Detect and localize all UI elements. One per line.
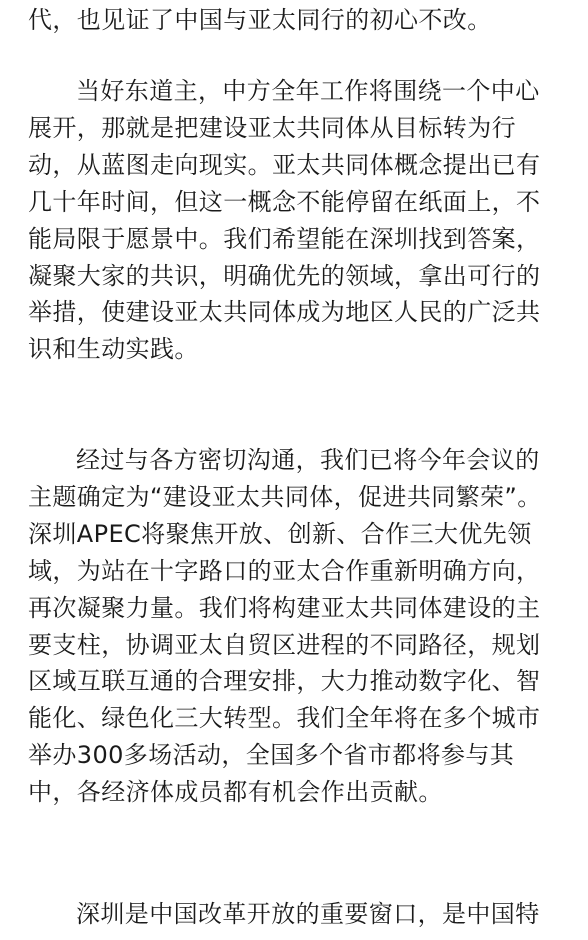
paragraph-host-role: 当好东道主，中方全年工作将围绕一个中心 展开，那就是把建设亚太共同体从目标转为行 动，从蓝图走向现实。亚太共同体概念提出已有 几十年时间，但这一概念不能停留在纸面上，不 能局限于愿景中。我们希望能在深圳找到答案， 凝聚大家的共识，明确优先的领域，拿出可行的 举措，使建设亚太共同体成为地区人民的广泛共 识和生动实践。	[28, 77, 541, 364]
paragraph-meeting-theme: 经过与各方密切沟通，我们已将今年会议的 主题确定为“建设亚太共同体，促进共同繁荣”。 深圳APEC将聚焦开放、创新、合作三大优先领 域，为站在十字路口的亚太合作重新明确方向， 再次凝聚力量。我们将构建亚太共同体建设的主 要支柱，协调亚太自贸区进程的不同路径，规划 区域互联互通的合理安排，大力推动数字化、智 能化、绿色化三大转型。我们全年将在多个城市 举办300多场活动，全国多个省市都将参与其 中，各经济体成员都有机会作出贡献。	[28, 446, 542, 807]
paragraph-shenzhen: 深圳是中国改革开放的重要窗口，是中国特	[76, 900, 540, 928]
paragraph-continued: 代，也见证了中国与亚太同行的初心不改。	[28, 6, 492, 34]
